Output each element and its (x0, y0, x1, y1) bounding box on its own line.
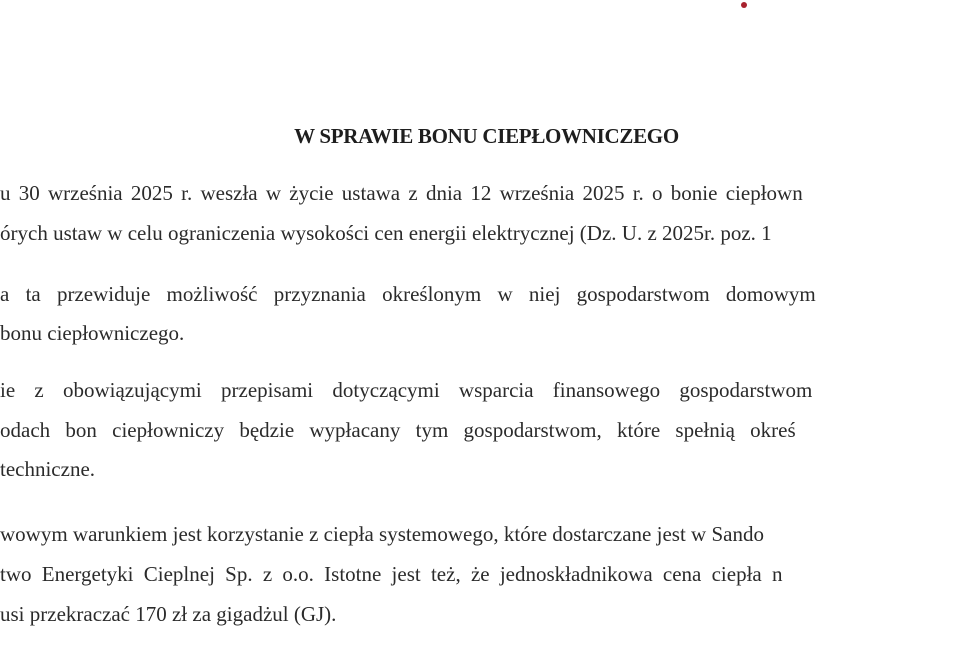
paragraph-line: twо Energetyki Cieplnej Sp. z o.o. Istotne jest też, że jednoskładnikowa cena ciepła n (0, 562, 783, 586)
paragraph-line: a ta przewiduje możliwość przyznania określonym w niej gospodarstwom domowym (0, 282, 816, 306)
paragraph-line: odach bon ciepłowniczy będzie wypłacany tym gospodarstwom, które spełnią okreś (0, 418, 796, 442)
red-dot-marker (741, 2, 747, 8)
paragraph-line: ie z obowiązującymi przepisami dotyczącymi wsparcia finansowego gospodarstwom (0, 378, 813, 402)
paragraph-line: usi przekraczać 170 zł za gigadżul (GJ). (0, 602, 337, 626)
paragraph-line: órych ustaw w celu ograniczenia wysokości cen energii elektrycznej (Dz. U. z 2025r. poz. 1 (0, 221, 772, 245)
document-title: W SPRAWIE BONU CIEPŁOWNICZEGO (294, 124, 679, 148)
paragraph-line: wowym warunkiem jest korzystanie z ciepła systemowego, które dostarczane jest w Sando (0, 522, 764, 546)
paragraph-line: bonu ciepłowniczego. (0, 321, 185, 345)
paragraph-line: techniczne. (0, 457, 96, 481)
paragraph-line: u 30 września 2025 r. weszła w życie ustawa z dnia 12 września 2025 r. o bonie ciepłown (0, 181, 803, 205)
